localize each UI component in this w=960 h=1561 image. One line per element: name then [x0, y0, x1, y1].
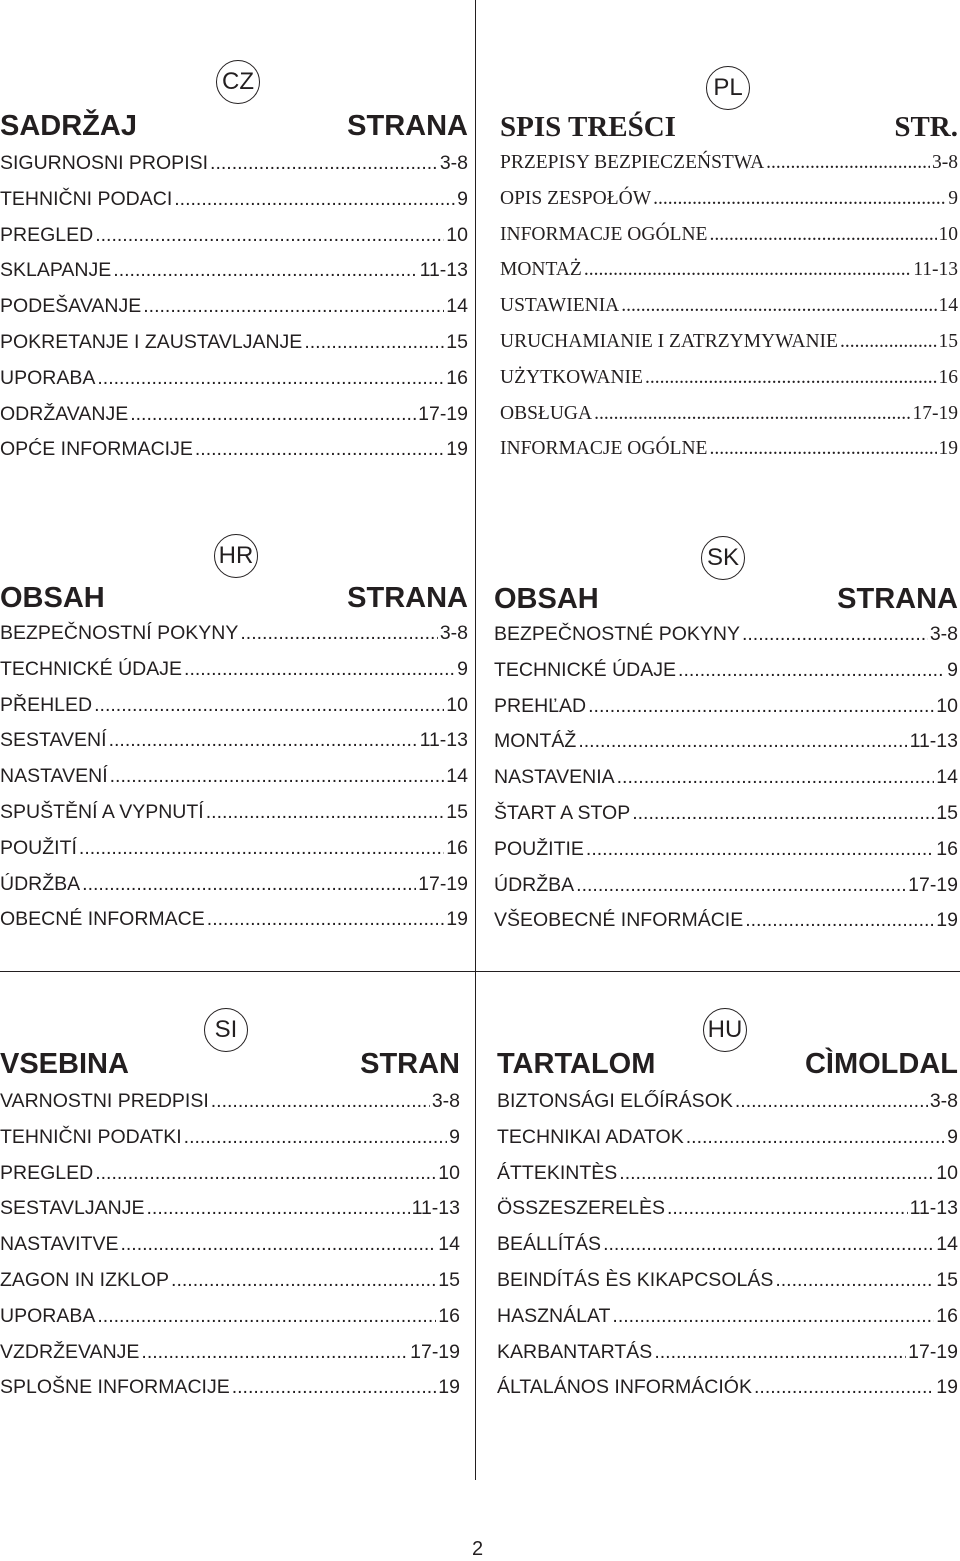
toc-heading: VSEBINA — [0, 1048, 129, 1080]
toc-entry — [500, 331, 958, 367]
toc-entry-page: 14 — [446, 295, 468, 318]
toc-entry-page: 17-19 — [908, 873, 958, 896]
toc-entry-title: INFORMACJE OGÓLNE — [500, 438, 708, 460]
toc-entry-page: 11-13 — [419, 729, 468, 752]
toc-entry-title: NASTAVITVE — [0, 1233, 119, 1256]
toc-entry-title: SESTAVLJANJE — [0, 1197, 145, 1220]
toc-entry — [500, 403, 958, 439]
toc-entry — [500, 188, 958, 224]
toc-page-label: STRAN — [360, 1048, 460, 1080]
toc-entry-title: ÁTTEKINTÈS — [497, 1161, 618, 1184]
toc-entry-title: ŠTART A STOP — [494, 801, 631, 824]
toc-entry — [0, 403, 468, 439]
toc-header — [494, 583, 958, 616]
toc-entry-title: BIZTONSÁGI ELŐÍRÁSOK — [497, 1090, 733, 1112]
toc-entry — [0, 259, 468, 295]
toc-entry-page: 3-8 — [439, 622, 468, 644]
toc-header — [0, 582, 468, 615]
toc-entry — [0, 1376, 460, 1412]
toc-entry-page: 3-8 — [439, 152, 468, 174]
toc-entry-title: TEHNIČNI PODATKI — [0, 1125, 182, 1148]
toc-entry-title: SKLAPANJE — [0, 259, 112, 282]
toc-header — [497, 1048, 958, 1081]
toc-entry-page: 3-8 — [932, 152, 958, 173]
toc-entry — [0, 694, 468, 730]
toc-entry — [0, 152, 468, 188]
toc-entry-title: UŻYTKOWANIE — [500, 366, 643, 388]
toc-entry-page: 15 — [446, 800, 468, 823]
toc-entry-page: 16 — [446, 836, 468, 859]
toc-entry-title: ÖSSZESZERELÈS — [497, 1197, 665, 1220]
toc-entries — [0, 622, 468, 944]
toc-entry-title: VARNOSTNI PREDPISI — [0, 1090, 209, 1112]
toc-entry — [0, 622, 468, 658]
toc-entry — [497, 1269, 958, 1305]
toc-entry-page: 19 — [446, 908, 468, 931]
toc-entry — [497, 1305, 958, 1341]
toc-entry-page: 16 — [446, 366, 468, 389]
toc-entries — [497, 1090, 958, 1412]
toc-entry-page: 15 — [446, 330, 468, 353]
toc-entry — [0, 331, 468, 367]
toc-entry-page: 10 — [938, 223, 958, 245]
toc-page-label: STRANA — [347, 110, 468, 142]
toc-entry — [0, 801, 468, 837]
toc-entry — [497, 1341, 958, 1377]
toc-entry-page: 14 — [438, 1233, 460, 1256]
toc-entry — [0, 908, 468, 944]
toc-heading: SPIS TREŚCI — [500, 111, 676, 143]
toc-entry-page: 17-19 — [418, 402, 468, 425]
toc-section-cz — [0, 60, 468, 480]
toc-entry-page: 16 — [936, 837, 958, 860]
toc-entry-page: 19 — [438, 1376, 460, 1399]
column-divider — [475, 0, 476, 1480]
toc-entry — [494, 802, 958, 838]
toc-entry-page: 10 — [438, 1161, 460, 1184]
toc-entry-page: 9 — [947, 658, 958, 681]
toc-entry-page: 17-19 — [908, 1340, 958, 1363]
toc-entry-page: 11-13 — [909, 1197, 958, 1220]
toc-entry — [0, 1305, 460, 1341]
toc-entry-title: NASTAVENIA — [494, 766, 615, 789]
toc-entry-title: KARBANTARTÁS — [497, 1340, 653, 1363]
toc-entry-page: 17-19 — [410, 1340, 460, 1363]
toc-entry-title: TECHNIKAI ADATOK — [497, 1125, 684, 1148]
toc-entry — [0, 367, 468, 403]
toc-entry-page: 9 — [449, 1125, 460, 1148]
toc-entry-page: 14 — [446, 765, 468, 788]
toc-entry-page: 19 — [936, 1376, 958, 1399]
toc-entry — [0, 729, 468, 765]
toc-entry-title: NASTAVENÍ — [0, 765, 108, 788]
toc-entry-page: 11-13 — [411, 1197, 460, 1220]
toc-entry — [0, 873, 468, 909]
toc-entry-title: PREHĽAD — [494, 694, 587, 717]
toc-entry-title: POUŽITIE — [494, 837, 584, 860]
toc-entry-page: 16 — [936, 1304, 958, 1327]
toc-entry-page: 17-19 — [912, 402, 958, 424]
toc-entry — [0, 1162, 460, 1198]
language-badge-cz: CZ — [216, 60, 260, 104]
toc-section-hu — [497, 1008, 958, 1428]
toc-entry — [0, 1090, 460, 1126]
toc-entry — [497, 1376, 958, 1412]
toc-entry-title: UPORABA — [0, 366, 96, 389]
toc-entry-page: 14 — [936, 766, 958, 789]
toc-entry-page: 15 — [438, 1268, 460, 1291]
toc-entry — [0, 188, 468, 224]
toc-entry-title: ZAGON IN IZKLOP — [0, 1268, 170, 1291]
toc-entry — [500, 295, 958, 331]
toc-entry-title: POKRETANJE I ZAUSTAVLJANJE — [0, 330, 303, 353]
toc-entry-page: 9 — [948, 187, 958, 209]
toc-entry-title: USTAWIENIA — [500, 295, 620, 317]
toc-entry-page: 10 — [446, 223, 468, 246]
toc-entry-title: PREGLED — [0, 223, 94, 246]
toc-header — [0, 110, 468, 143]
toc-entry-title: VŠEOBECNÉ INFORMÁCIE — [494, 909, 744, 932]
toc-entry — [494, 838, 958, 874]
toc-page-label: STRANA — [347, 582, 468, 614]
toc-entry-page: 9 — [457, 657, 468, 680]
toc-entry — [0, 1269, 460, 1305]
toc-entry-title: UPORABA — [0, 1304, 96, 1327]
toc-entry-title: VZDRŽEVANJE — [0, 1340, 140, 1363]
toc-entry-title: BEZPEČNOSTNÍ POKYNY — [0, 622, 239, 644]
toc-entries — [0, 152, 468, 474]
toc-entry-title: ÚDRŽBA — [494, 873, 575, 896]
language-badge-hr: HR — [214, 534, 258, 578]
toc-entry — [500, 438, 958, 474]
toc-heading: SADRŽAJ — [0, 110, 137, 142]
toc-entry-title: SPUŠTĚNÍ A VYPNUTÍ — [0, 800, 204, 823]
toc-entry-page: 11-13 — [909, 730, 958, 753]
toc-header — [0, 1048, 460, 1081]
toc-entry — [0, 765, 468, 801]
toc-entry — [0, 1197, 460, 1233]
toc-entry-title: TEHNIČNI PODACI — [0, 187, 173, 210]
language-badge-si: SI — [204, 1008, 248, 1052]
row-divider-top — [0, 971, 960, 972]
toc-entry — [494, 766, 958, 802]
toc-entry — [497, 1197, 958, 1233]
toc-section-hr — [0, 534, 468, 954]
toc-entry-title: PRZEPISY BEZPIECZEŃSTWA — [500, 152, 765, 173]
toc-entry — [497, 1126, 958, 1162]
toc-entry-page: 9 — [947, 1125, 958, 1148]
toc-entry-title: BEZPEČNOSTNÉ POKYNY — [494, 623, 740, 645]
toc-entry-title: BEÁLLÍTÁS — [497, 1233, 602, 1256]
toc-entry-title: MONTAŻ — [500, 259, 582, 281]
toc-section-si — [0, 1008, 460, 1428]
toc-entry-title: ÁLTALÁNOS INFORMÁCIÓK — [497, 1376, 752, 1399]
toc-entry — [500, 259, 958, 295]
toc-section-pl — [500, 66, 958, 486]
toc-entries — [500, 152, 958, 474]
toc-entry — [500, 367, 958, 403]
toc-entry — [494, 874, 958, 910]
toc-entry — [494, 909, 958, 945]
toc-entry — [0, 658, 468, 694]
toc-entry — [0, 1233, 460, 1269]
toc-entry — [497, 1162, 958, 1198]
toc-entry — [0, 295, 468, 331]
toc-entry-page: 19 — [446, 438, 468, 461]
toc-entry-title: OBECNÉ INFORMACE — [0, 908, 205, 931]
toc-entry-title: SIGURNOSNI PROPISI — [0, 152, 209, 174]
toc-entry-title: ÚDRŽBA — [0, 872, 81, 895]
toc-entry-title: ODRŽAVANJE — [0, 402, 129, 425]
language-badge-hu: HU — [703, 1008, 747, 1052]
toc-entry-title: PREGLED — [0, 1161, 94, 1184]
toc-entry-page: 15 — [936, 801, 958, 824]
language-badge-sk: SK — [701, 536, 745, 580]
toc-entries — [494, 623, 958, 945]
toc-entry-page: 17-19 — [418, 872, 468, 895]
toc-entry-title: PŘEHLED — [0, 693, 93, 716]
toc-entry-title: MONTÁŽ — [494, 730, 577, 753]
toc-entry-title: POUŽITÍ — [0, 836, 77, 859]
toc-entry-title: SESTAVENÍ — [0, 729, 107, 752]
toc-entry — [0, 224, 468, 260]
toc-entry — [494, 730, 958, 766]
toc-heading: OBSAH — [494, 583, 599, 615]
toc-entry-page: 11-13 — [913, 259, 958, 281]
toc-entry-title: TECHNICKÉ ÚDAJE — [0, 657, 183, 680]
page-number: 2 — [472, 1538, 484, 1560]
toc-entry-title: PODEŠAVANJE — [0, 295, 142, 318]
toc-entry-page: 11-13 — [419, 259, 468, 282]
toc-entry — [0, 438, 468, 474]
toc-entry — [0, 837, 468, 873]
toc-entry — [500, 224, 958, 260]
toc-entry-title: HASZNÁLAT — [497, 1304, 611, 1327]
toc-entry-page: 16 — [938, 366, 958, 388]
toc-entry-title: BEINDÍTÁS ÈS KIKAPCSOLÁS — [497, 1268, 774, 1291]
toc-page-label: CÌMOLDAL — [804, 1048, 958, 1080]
toc-entry-page: 19 — [938, 438, 958, 460]
toc-entry-page: 19 — [936, 909, 958, 932]
toc-entry — [0, 1341, 460, 1377]
toc-entry — [497, 1233, 958, 1269]
language-badge-pl: PL — [706, 66, 750, 110]
toc-entry — [500, 152, 958, 188]
toc-entry-page: 10 — [446, 693, 468, 716]
toc-entry-page: 15 — [936, 1268, 958, 1291]
toc-entry-title: SPLOŠNE INFORMACIJE — [0, 1376, 230, 1399]
toc-entry-title: INFORMACJE OGÓLNE — [500, 223, 708, 245]
toc-heading: TARTALOM — [497, 1048, 656, 1080]
toc-entry-title: OPIS ZESPOŁÓW — [500, 187, 652, 209]
toc-entry-page: 3-8 — [929, 1090, 958, 1112]
toc-entry — [497, 1090, 958, 1126]
toc-page-label: STR. — [894, 111, 958, 143]
toc-entry — [494, 623, 958, 659]
toc-entry-page: 10 — [936, 694, 958, 717]
toc-entry-page: 14 — [936, 1233, 958, 1256]
toc-entry — [494, 695, 958, 731]
toc-section-sk — [494, 536, 958, 956]
toc-entry-page: 3-8 — [929, 623, 958, 645]
toc-entry-title: OBSŁUGA — [500, 402, 593, 424]
toc-entry-page: 10 — [936, 1161, 958, 1184]
toc-entry-title: TECHNICKÉ ÚDAJE — [494, 658, 677, 681]
toc-heading: OBSAH — [0, 582, 105, 614]
toc-entry-title: OPĆE INFORMACIJE — [0, 438, 193, 461]
toc-header — [500, 111, 958, 144]
toc-entry-page: 3-8 — [431, 1090, 460, 1112]
toc-entries — [0, 1090, 460, 1412]
toc-page-label: STRANA — [837, 583, 958, 615]
toc-entry-title: URUCHAMIANIE I ZATRZYMYWANIE — [500, 330, 838, 352]
toc-entry-page: 16 — [438, 1304, 460, 1327]
toc-entry — [494, 659, 958, 695]
toc-entry-page: 9 — [457, 187, 468, 210]
toc-entry-page: 14 — [938, 295, 958, 317]
toc-entry — [0, 1126, 460, 1162]
toc-entry-page: 15 — [938, 330, 958, 352]
